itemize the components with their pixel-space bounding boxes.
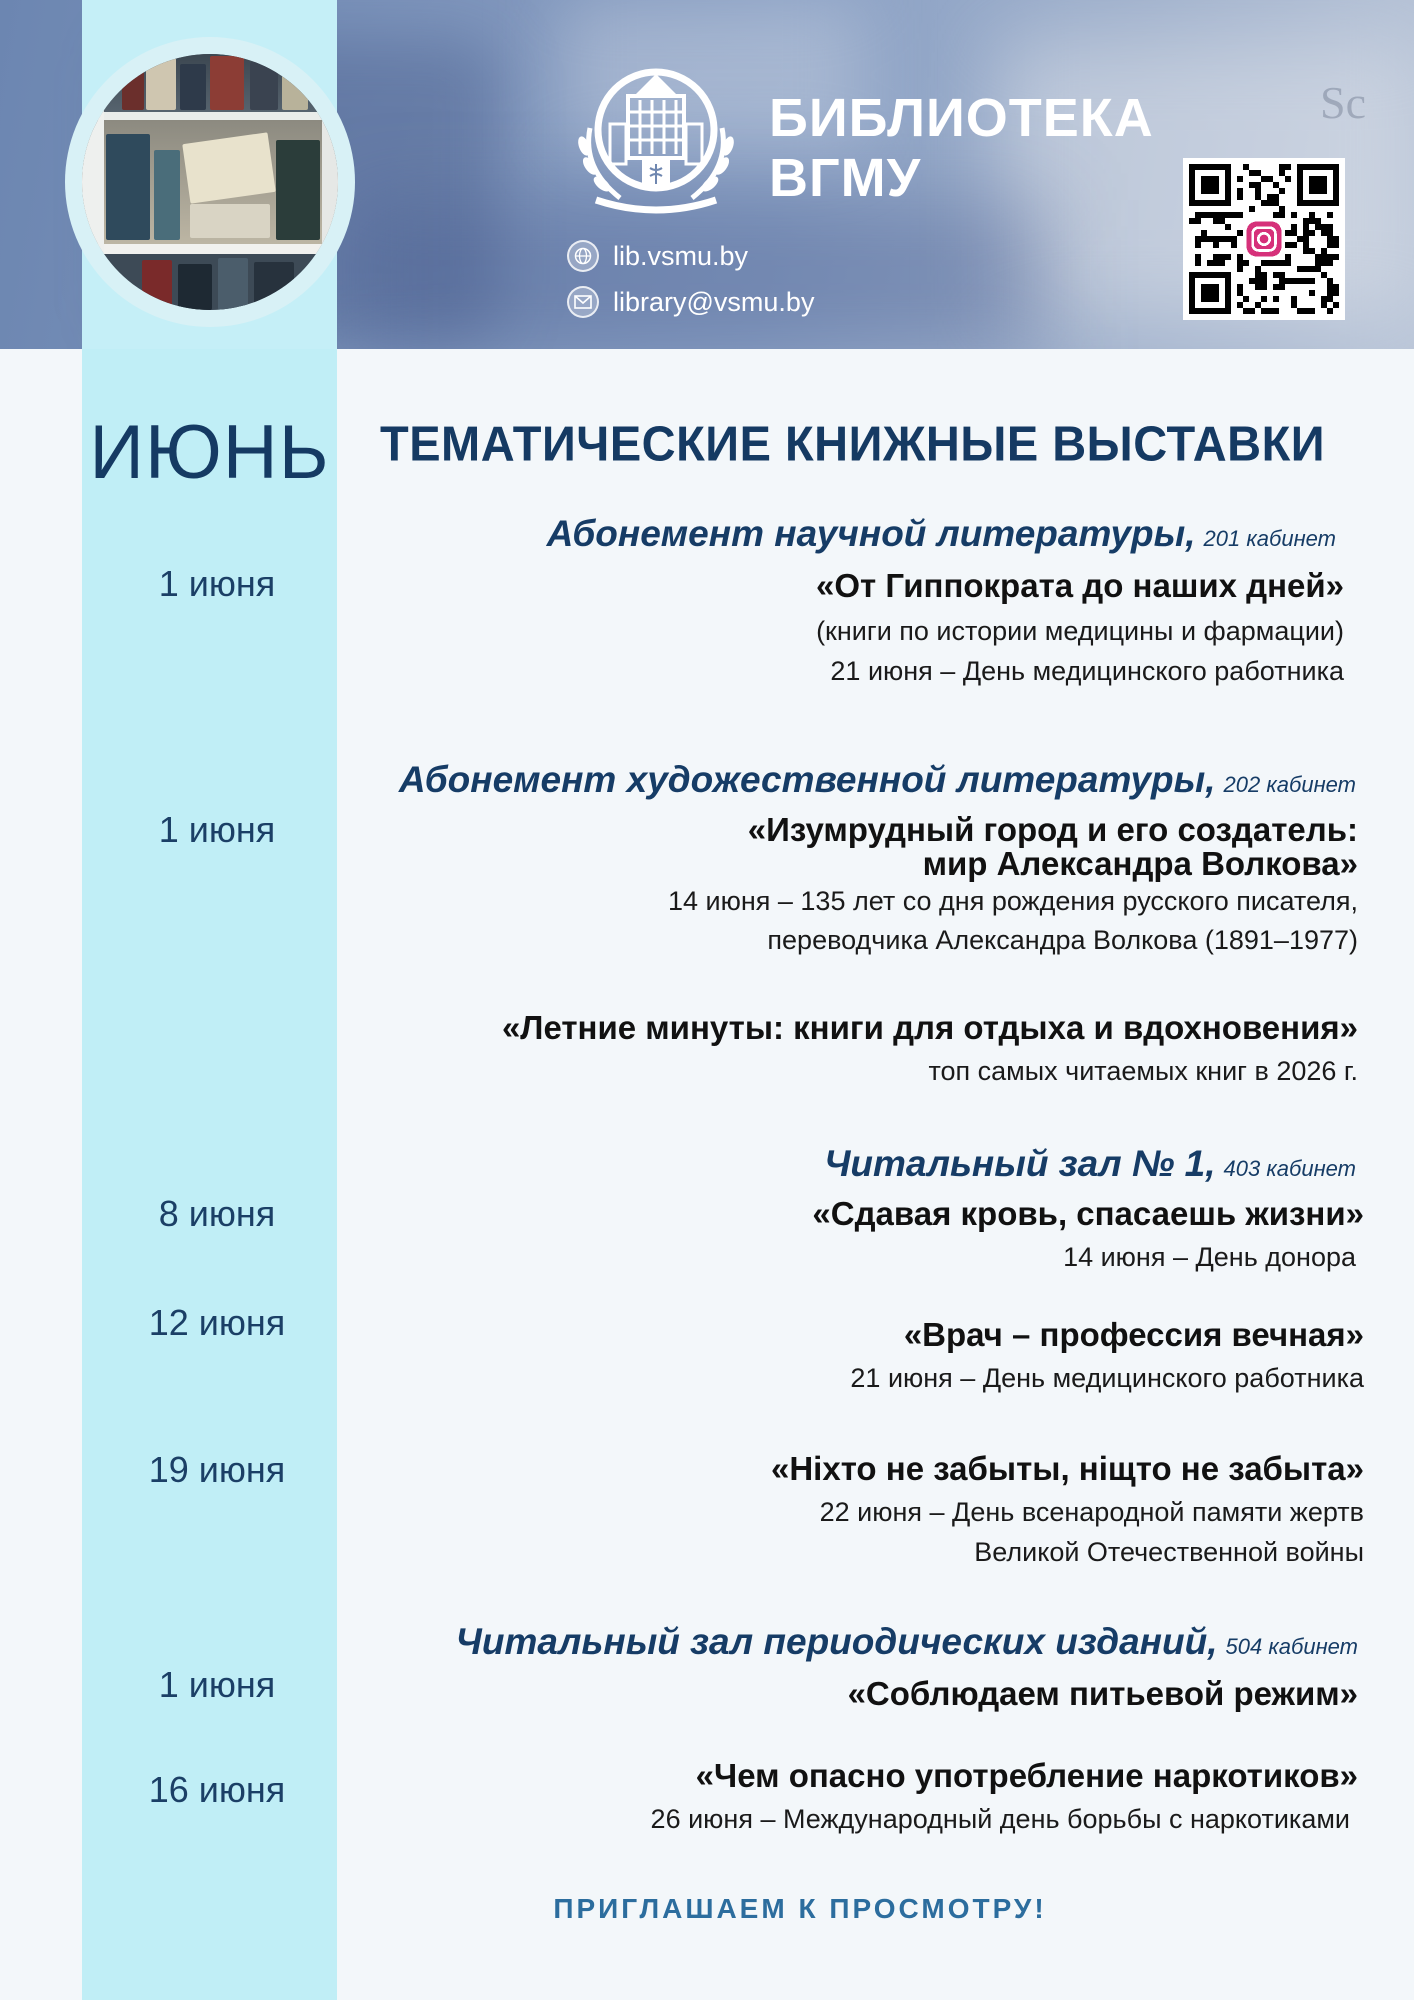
exhibition-note: 26 июня – Международный день борьбы с наркотиками	[650, 1804, 1350, 1834]
room-number: 201 кабинет	[1203, 526, 1336, 551]
room-number: 504 кабинет	[1225, 1634, 1358, 1659]
invite-text: ПРИГЛАШАЕМ К ПРОСМОТРУ!	[553, 1893, 1047, 1924]
exhibition-date: 12 июня	[148, 1302, 286, 1343]
exhibition-note: Великой Отечественной войны	[974, 1537, 1364, 1567]
exhibition-note: 14 июня – 135 лет со дня рождения русского писателя,	[668, 886, 1358, 916]
website-link[interactable]	[567, 240, 748, 272]
brand-line-1: БИБЛИОТЕКА	[769, 88, 1154, 148]
brand-line-2: ВГМУ	[769, 148, 922, 208]
room-number: 202 кабинет	[1223, 772, 1356, 797]
exhibition-date: 8 июня	[158, 1193, 276, 1234]
exhibition-date: 1 июня	[158, 809, 276, 850]
exhibition-title: «Врач – профессия вечная»	[903, 1316, 1364, 1353]
month-title: ИЮНЬ	[89, 410, 330, 495]
exhibition-note: 14 июня – День донора	[1063, 1242, 1356, 1272]
section-heading	[547, 512, 1336, 561]
email-link[interactable]	[567, 286, 814, 318]
library-logo-icon	[560, 68, 740, 218]
mail-icon	[567, 286, 599, 318]
exhibition-title: «Сдавая кровь, спасаешь жизни»	[812, 1195, 1364, 1232]
qr-code[interactable]	[1183, 158, 1345, 320]
exhibition-title: мир Александра Волкова»	[922, 845, 1358, 882]
section-name: Читальный зал периодических изданий,	[455, 1621, 1218, 1662]
page-title: ТЕМАТИЧЕСКИЕ КНИЖНЫЕ ВЫСТАВКИ	[380, 415, 1326, 472]
exhibition-title: «Изумрудный город и его создатель:	[747, 811, 1358, 848]
exhibition-note: 21 июня – День медицинского работника	[850, 1363, 1364, 1393]
section-name: Читальный зал № 1,	[824, 1143, 1216, 1184]
section-name: Абонемент художественной литературы,	[398, 759, 1216, 800]
exhibition-title: «Соблюдаем питьевой режим»	[847, 1675, 1358, 1712]
exhibition-title: «Летние минуты: книги для отдыха и вдохновения»	[501, 1009, 1358, 1046]
bookshelf-photo	[82, 54, 338, 310]
exhibition-note: топ самых читаемых книг в 2026 г.	[928, 1056, 1358, 1086]
room-number: 403 кабинет	[1223, 1156, 1356, 1181]
exhibition-date: 1 июня	[158, 1664, 276, 1705]
instagram-icon	[1247, 222, 1282, 257]
website-text: lib.vsmu.by	[613, 240, 749, 271]
library-brand	[769, 88, 1154, 208]
globe-icon	[567, 240, 599, 272]
section-name: Абонемент научной литературы,	[546, 513, 1196, 554]
section-heading	[399, 758, 1356, 807]
exhibition-title: «От Гиппократа до наших дней»	[816, 567, 1344, 604]
exhibition-note: (книги по истории медицины и фармации)	[816, 616, 1344, 646]
background-book-text: Sc	[1320, 77, 1366, 128]
exhibition-date: 16 июня	[148, 1769, 286, 1810]
exhibition-note: 22 июня – День всенародной памяти жертв	[819, 1497, 1364, 1527]
exhibition-date: 1 июня	[158, 563, 276, 604]
section-heading	[824, 1142, 1356, 1191]
exhibition-title: «Ніхто не забыты, ніщто не забыта»	[771, 1450, 1364, 1487]
exhibition-note: переводчика Александра Волкова (1891–1977)	[767, 925, 1358, 955]
section-heading	[456, 1620, 1358, 1669]
exhibition-date: 19 июня	[148, 1449, 286, 1490]
exhibition-note: 21 июня – День медицинского работника	[830, 656, 1344, 686]
exhibition-title: «Чем опасно употребление наркотиков»	[695, 1757, 1358, 1794]
email-text: library@vsmu.by	[613, 286, 815, 317]
